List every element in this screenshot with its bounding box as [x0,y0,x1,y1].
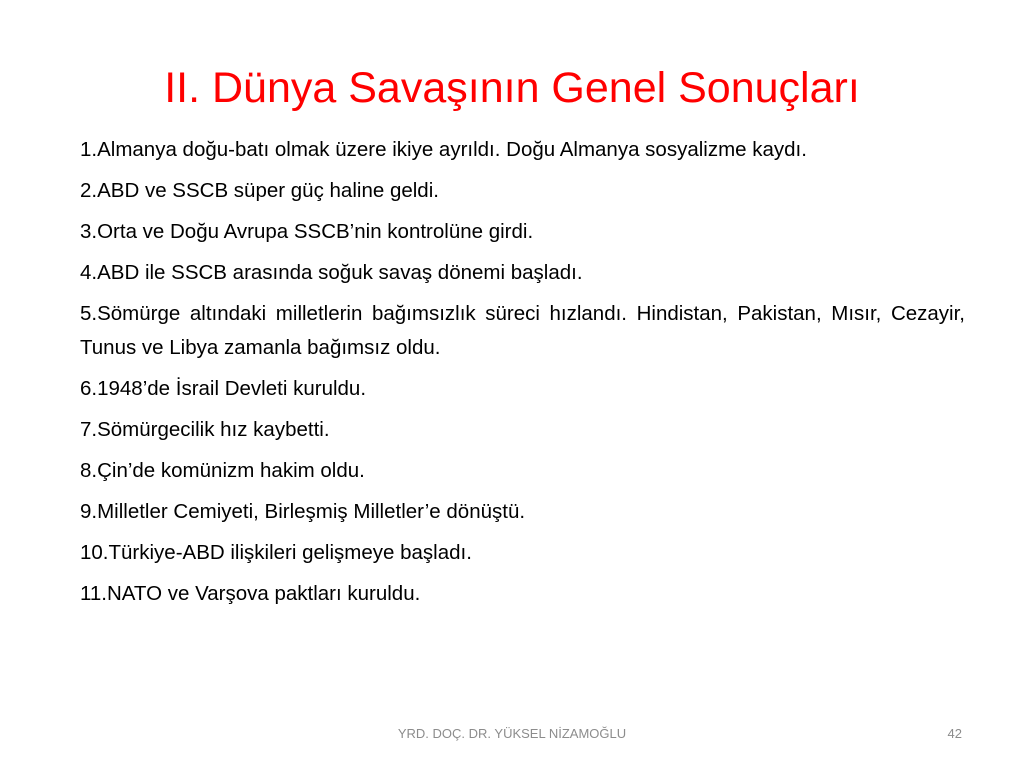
list-item: 2.ABD ve SSCB süper güç haline geldi. [80,179,439,202]
slide-number: 42 [947,726,962,741]
list-item: 1.Almanya doğu-batı olmak üzere ikiye ayrıldı. Doğu Almanya sosyalizme kaydı. [80,138,807,161]
list-item: 8.Çin’de komünizm hakim oldu. [80,459,365,482]
footer-author: YRD. DOÇ. DR. YÜKSEL NİZAMOĞLU [397,726,627,741]
slide-content [80,133,965,618]
list-item: 10.Türkiye-ABD ilişkileri gelişmeye başladı. [80,541,472,564]
slide-title: II. Dünya Savaşının Genel Sonuçları [164,64,860,112]
list-item: 5.Sömürge altındaki milletlerin bağımsızlık süreci hızlandı. Hindistan, Pakistan, Mısır, Cezayir, Tunus ve Libya zamanla bağımsız oldu. [80,302,965,359]
list-item: 9.Milletler Cemiyeti, Birleşmiş Milletler’e dönüştü. [80,500,526,523]
list-item: 11.NATO ve Varşova paktları kuruldu. [80,582,421,605]
list-item: 4.ABD ile SSCB arasında soğuk savaş dönemi başladı. [80,261,583,284]
list-item: 3.Orta ve Doğu Avrupa SSCB’nin kontrolüne girdi. [80,220,534,243]
list-item: 6.1948’de İsrail Devleti kuruldu. [80,377,367,400]
list-item: 7.Sömürgecilik hız kaybetti. [80,418,330,441]
